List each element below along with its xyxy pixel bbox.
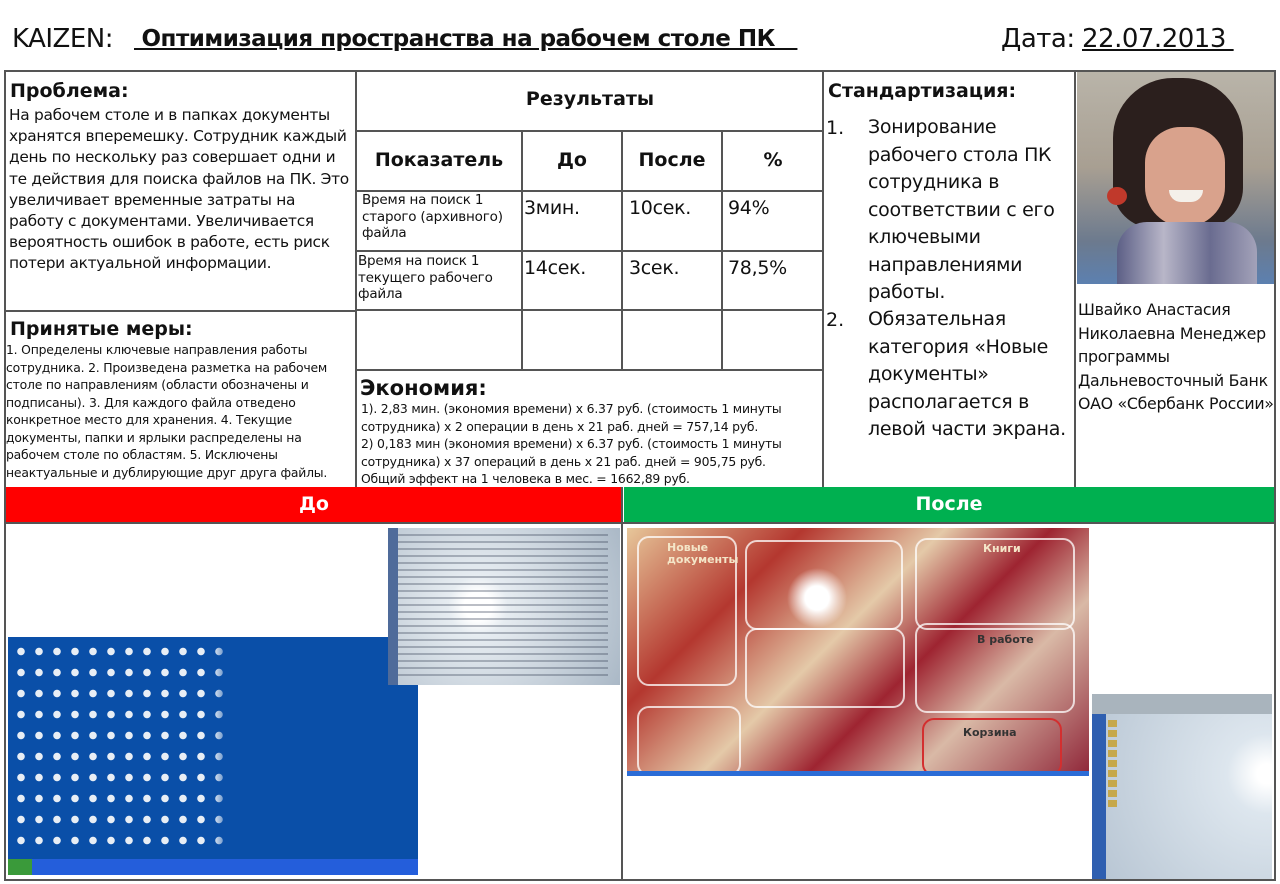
- author-org: Дальневосточный Банк ОАО «Сбербанк России»: [1078, 370, 1274, 414]
- table-cell-indicator: Время на поиск 1 текущего рабочего файла: [358, 253, 493, 302]
- standardization-title: Стандартизация:: [828, 80, 1017, 102]
- zone-label-trash: Корзина: [963, 726, 1017, 739]
- col-indicator: Показатель: [374, 149, 504, 171]
- col-before: До: [557, 149, 587, 171]
- table-cell-before: 3мин.: [524, 197, 580, 219]
- before-header-bar: До: [6, 487, 622, 522]
- results-title: Результаты: [525, 88, 655, 110]
- std-item-text: Зонирование рабочего стола ПК сотрудника в соответствии с его ключевыми направлениями работы.: [868, 116, 1055, 303]
- author-info: [1078, 298, 1274, 416]
- problem-title: Проблема:: [10, 80, 129, 102]
- after-header-bar: После: [624, 487, 1274, 522]
- table-cell-after: 10сек.: [629, 197, 692, 219]
- col-after: После: [638, 149, 706, 171]
- author-photo: [1077, 72, 1274, 284]
- page-title: Оптимизация пространства на рабочем столе ПК: [134, 26, 798, 52]
- zone-label-in-work: В работе: [977, 633, 1034, 646]
- before-explorer-photo: [388, 528, 620, 685]
- problem-text: На рабочем столе и в папках документы хранятся вперемешку. Сотрудник каждый день по нескольку раз совершает одни и те действия для поиска файлов на ПК. Это увеличивает временные затраты на работу с документами. Увеличивается вероятность ошибок в работе, есть риск потери актуальной информации.: [9, 106, 349, 273]
- table-line: [355, 250, 823, 252]
- table-cell-after: 3сек.: [629, 257, 680, 279]
- economy-title: Экономия:: [360, 376, 487, 400]
- divider: [4, 522, 1276, 524]
- divider: [4, 310, 356, 312]
- economy-line-2: 2) 0,183 мин (экономия времени) х 6.37 руб. (стоимость 1 минуты сотрудника) х 37 операций в день х 21 раб. дней = 905,75 руб.: [361, 436, 782, 469]
- after-explorer-photo: [1092, 694, 1272, 879]
- table-cell-percent: 94%: [728, 197, 770, 219]
- measures-text: 1. Определены ключевые направления работы сотрудника. 2. Произведена разметка на рабочем столе по направлениям (области обозначены и подписаны). 3. Для каждого файла отведено конкретное место для хранения. 4. Текущие документы, папки и ярлыки распределены на рабочем столе по областям. 5. Исключены неактуальные и дублирующие друг друга файлы.: [6, 342, 328, 480]
- date-label: Дата:: [1001, 24, 1075, 54]
- col-percent: %: [763, 149, 783, 171]
- date-value: 22.07.2013: [1082, 24, 1234, 54]
- table-cell-indicator: Время на поиск 1 старого (архивного) файла: [362, 192, 503, 241]
- after-desktop-photo: [627, 528, 1089, 776]
- divider: [822, 70, 824, 487]
- measures-title: Принятые меры:: [10, 318, 193, 340]
- taskbar: [8, 859, 418, 875]
- before-desktop-screenshot: [8, 637, 418, 875]
- std-item-number: 1.: [826, 117, 845, 139]
- table-line: [355, 130, 823, 132]
- author-name: Швайко Анастасия Николаевна: [1078, 300, 1231, 343]
- table-cell-percent: 78,5%: [728, 257, 787, 279]
- zone-label-books: Книги: [983, 542, 1021, 555]
- table-line: [355, 369, 823, 371]
- start-button-icon: [8, 859, 32, 875]
- economy-total: Общий эффект на 1 человека в мес. = 1662,89 руб.: [361, 471, 690, 486]
- std-item-text: Обязательная категория «Новые документы» располагается в левой части экрана.: [868, 308, 1066, 440]
- std-item-number: 2.: [826, 309, 845, 331]
- kaizen-label: KAIZEN:: [12, 24, 113, 54]
- table-cell-before: 14сек.: [524, 257, 587, 279]
- zone-label-new-docs: Новые документы: [667, 541, 739, 566]
- table-line: [355, 309, 823, 311]
- divider: [1074, 70, 1076, 487]
- author-role: Менеджер программы: [1078, 323, 1266, 367]
- divider: [621, 487, 623, 881]
- economy-line-1: 1). 2,83 мин. (экономия времени) х 6.37 руб. (стоимость 1 минуты сотрудника) х 2 операции в день х 21 раб. дней = 757,14 руб.: [361, 401, 782, 434]
